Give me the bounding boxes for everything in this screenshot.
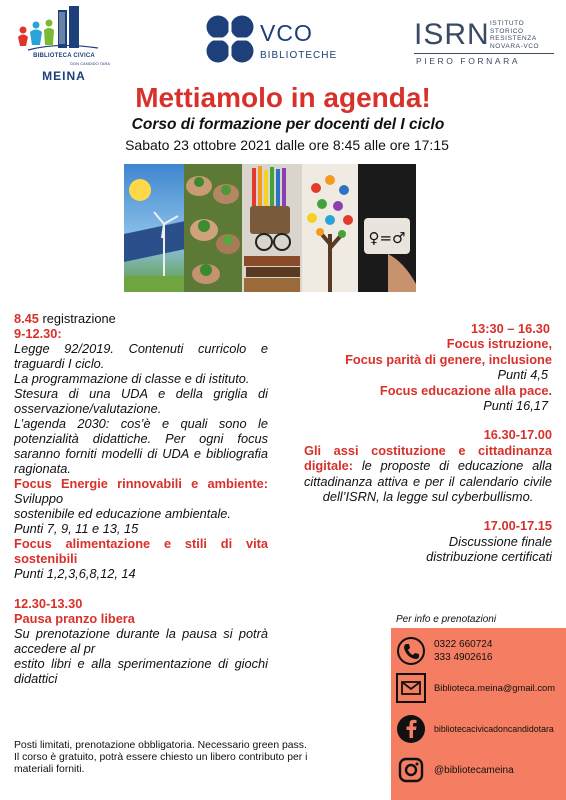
lunch-text: Su prenotazione durante la pausa si potrà accedere al pr (14, 626, 268, 656)
afternoon-program (304, 321, 552, 565)
phone-number[interactable]: 0322 660724 (434, 639, 493, 650)
note-line: Il corso è gratuito, potrà essere chiesto un libero contributo per i materiali forniti. (14, 752, 308, 775)
tree-of-people-image (302, 164, 358, 292)
isrn-side-line: STORICO (490, 27, 524, 35)
vco-logo-sub: BIBLIOTECHE (260, 50, 338, 61)
phone-number[interactable]: 333 4902616 (434, 652, 493, 663)
event-date: Sabato 23 ottobre 2021 dalle ore 8:45 alle ore 17:15 (125, 137, 449, 153)
hands-plants-image (184, 164, 242, 292)
lunch-text: estito libri e alla sperimentazione di giochi didattici (14, 656, 268, 686)
closing-text: distribuzione certificati (426, 549, 552, 565)
focus-food-title: Focus alimentazione e stili di vita sostenibili (14, 536, 268, 566)
morning-program (14, 311, 268, 686)
theme-image-strip (124, 164, 416, 292)
closing-time: 17.00-17.15 (483, 518, 552, 534)
isrn-logo-sub: PIERO FORNARA (416, 56, 521, 66)
instagram-icon (396, 755, 426, 785)
pencils-books-image (242, 164, 302, 292)
assi-text: le proposte di educazione alla cittadinanza attiva e per il calendario civile dell’ISRN, la legge sul cyberbullismo. (304, 458, 552, 505)
note-line: Posti limitati, prenotazione obbligatoria. Necessario green pass. (14, 740, 307, 751)
lunch-title: Pausa pranzo libera (14, 611, 135, 626)
isrn-side-line: RESISTENZA (490, 35, 537, 42)
phone-row[interactable] (391, 636, 566, 666)
meina-logo-line2: DON CANDIDO TARA (70, 61, 110, 66)
isrn-side-line: NOVARA-VCO (490, 42, 540, 50)
contact-panel (391, 628, 566, 800)
program-item: Stesura di una UDA e della griglia di osservazione/valutazione. (14, 386, 268, 416)
meina-logo-name: MEINA (42, 69, 86, 83)
program-item: Legge 92/2019. Contenuti curricolo e traguardi I ciclo. (14, 341, 268, 371)
instagram-handle[interactable]: @bibliotecameina (434, 764, 514, 776)
registration-text: registrazione (38, 311, 116, 326)
focus-energy-points: Punti 7, 9, 11 e 13, 15 (14, 521, 139, 536)
isrn-divider (414, 53, 554, 54)
facebook-handle[interactable]: bibliotecacivicadoncandidotara (434, 724, 554, 734)
registration-time: 8.45 (14, 311, 39, 326)
meina-logo-line1: BIBLIOTECA CIVICA (33, 53, 95, 59)
focus-energy-text: Sviluppo (14, 491, 64, 506)
meina-figures-icon (14, 6, 114, 54)
vco-clover-icon (205, 14, 255, 64)
focus-food-points: Punti 1,2,3,6,8,12, 14 (14, 566, 136, 581)
renewable-energy-image (124, 164, 184, 292)
afternoon-points: Punti 16,17 (483, 398, 548, 414)
morning-time: 9-12.30: (14, 326, 62, 341)
participation-notes (14, 740, 344, 776)
closing-text: Discussione finale (448, 533, 552, 549)
isrn-logo-side (490, 20, 539, 50)
isrn-logo-name: ISRN (414, 18, 490, 51)
biblioteca-meina-logo (14, 6, 114, 88)
facebook-icon (396, 714, 426, 744)
focus-energy-text2: sostenibile ed educazione ambientale. (14, 506, 231, 521)
page-title: Mettiamolo in agenda! (135, 82, 431, 113)
email-icon (396, 673, 426, 703)
gender-equality-image (358, 164, 416, 292)
vco-biblioteche-logo (205, 14, 338, 74)
program-item: L’agenda 2030: cos’è e quali sono le potenzialità didattiche. Per ogni focus saranno forniti modelli di UDA e bibliografia ragionata. (14, 416, 268, 476)
program-item: La programmazione di classe e di istituto. (14, 371, 250, 386)
contact-label: Per info e prenotazioni (396, 614, 497, 625)
email-address[interactable]: Biblioteca.meina@gmail.com (434, 682, 556, 693)
email-row[interactable] (391, 673, 566, 703)
isrn-side-line: ISTITUTO (490, 20, 525, 27)
afternoon-focus: Focus educazione alla pace. (379, 382, 552, 398)
afternoon-points: Punti 4,5 (497, 367, 548, 383)
assi-title: Gli assi costituzione e cittadinanza digitale: (304, 442, 552, 474)
afternoon-time: 13:30 – 16.30 (471, 321, 550, 336)
lunch-time: 12.30-13.30 (14, 596, 83, 611)
afternoon-focus: Focus istruzione, (446, 336, 552, 352)
phone-icon (396, 636, 426, 666)
focus-energy-title: Focus Energie rinnovabili e ambiente: (14, 476, 268, 491)
vco-logo-name: VCO (260, 20, 313, 46)
facebook-row[interactable] (391, 714, 566, 744)
afternoon-focus: Focus parità di genere, inclusione (345, 351, 552, 367)
isrn-logo (414, 18, 554, 70)
svg-text:♀=♂: ♀=♂ (368, 229, 406, 247)
instagram-row[interactable] (391, 755, 566, 785)
page-subtitle: Corso di formazione per docenti del I ciclo (131, 116, 445, 133)
assi-time: 16.30-17.00 (483, 427, 552, 443)
